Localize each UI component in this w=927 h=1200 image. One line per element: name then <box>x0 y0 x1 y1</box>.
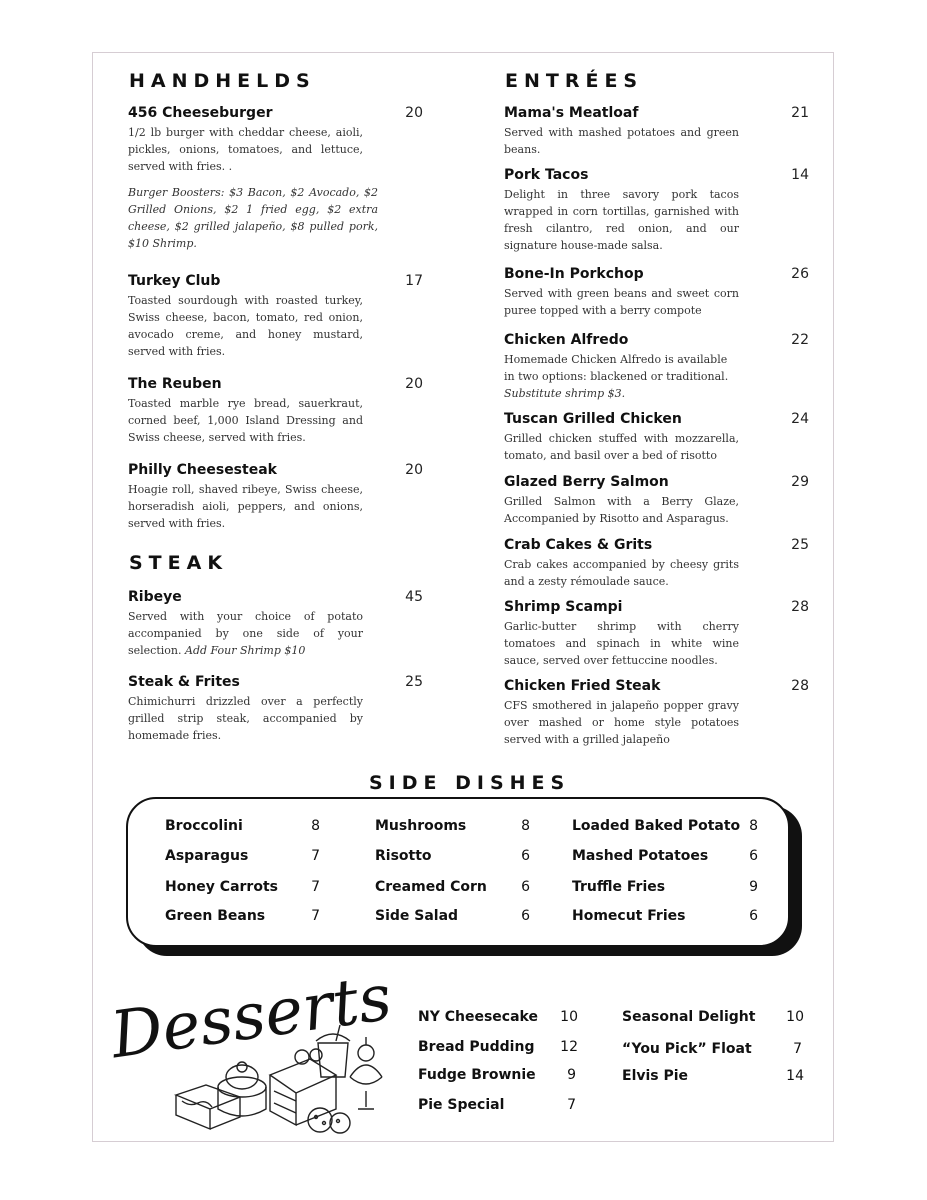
menu-item <box>504 266 809 319</box>
side-price: 7 <box>311 848 320 864</box>
side-item <box>375 848 530 864</box>
menu-item <box>504 678 809 748</box>
item-price: 26 <box>791 266 809 282</box>
item-description: Served with your choice of potato accompanied by one side of your selection. <box>128 610 363 657</box>
side-item <box>375 818 530 834</box>
item-name: 456 Cheeseburger <box>128 105 273 121</box>
dessert-item <box>418 1067 576 1083</box>
item-price: 17 <box>405 273 423 289</box>
item-name: Turkey Club <box>128 273 221 289</box>
dessert-price: 7 <box>793 1041 802 1057</box>
item-name: Philly Cheesesteak <box>128 462 277 478</box>
side-name: Broccolini <box>165 818 243 834</box>
menu-item <box>504 411 809 464</box>
handhelds-column <box>128 105 423 252</box>
dessert-name: Pie Special <box>418 1097 505 1113</box>
item-description: Toasted sourdough with roasted turkey, Swiss cheese, bacon, tomato, red onion, avocado creme, and honey mustard, served with fries. <box>128 294 363 358</box>
item-description: CFS smothered in jalapeño popper gravy over mashed or home style potatoes served with a grilled jalapeño <box>504 699 739 746</box>
dessert-price: 10 <box>786 1009 804 1025</box>
dessert-price: 12 <box>560 1039 578 1055</box>
item-price: 20 <box>405 376 423 392</box>
item-price: 45 <box>405 589 423 605</box>
side-name: Mashed Potatoes <box>572 848 709 864</box>
item-description: Homemade Chicken Alfredo is available in two options: blackened or traditional. <box>504 353 729 383</box>
item-note: Substitute shrimp $3. <box>504 387 626 400</box>
menu-item <box>128 376 423 446</box>
side-name: Asparagus <box>165 848 249 864</box>
item-price: 25 <box>405 674 423 690</box>
side-price: 7 <box>311 879 320 895</box>
side-item <box>572 908 758 924</box>
item-name: Chicken Alfredo <box>504 332 629 348</box>
side-item <box>165 908 320 924</box>
side-price: 6 <box>521 879 530 895</box>
item-name: Mama's Meatloaf <box>504 105 639 121</box>
item-name: Chicken Fried Steak <box>504 678 661 694</box>
side-item <box>572 818 758 834</box>
item-name: Ribeye <box>128 589 182 605</box>
side-dishes-heading: SIDE DISHES <box>369 772 571 794</box>
item-description: Garlic-butter shrimp with cherry tomatoes and spinach in white wine sauce, served over fettuccine noodles. <box>504 620 739 667</box>
item-name: Shrimp Scampi <box>504 599 623 615</box>
dessert-price: 7 <box>567 1097 576 1113</box>
menu-item <box>128 273 423 360</box>
item-description: Served with mashed potatoes and green beans. <box>504 126 739 156</box>
dessert-item <box>418 1097 576 1113</box>
side-name: Honey Carrots <box>165 879 278 895</box>
item-price: 25 <box>791 537 809 553</box>
menu-item <box>504 167 809 254</box>
side-price: 9 <box>749 879 758 895</box>
item-price: 28 <box>791 599 809 615</box>
item-name: Crab Cakes & Grits <box>504 537 653 553</box>
menu-item <box>128 674 423 744</box>
side-name: Green Beans <box>165 908 266 924</box>
side-name: Mushrooms <box>375 818 467 834</box>
desserts-title-text: Desserts <box>110 972 397 1074</box>
side-item <box>375 879 530 895</box>
dessert-item <box>418 1039 578 1055</box>
dessert-item <box>622 1068 804 1084</box>
item-description: Hoagie roll, shaved ribeye, Swiss cheese, horseradish aioli, peppers, and onions, served with fries. <box>128 483 363 530</box>
side-item <box>165 879 320 895</box>
handhelds-heading: HANDHELDS <box>129 70 316 92</box>
item-name: Steak & Frites <box>128 674 240 690</box>
item-price: 22 <box>791 332 809 348</box>
side-item <box>165 848 320 864</box>
menu-item <box>504 332 809 402</box>
side-name: Creamed Corn <box>375 879 487 895</box>
item-description: 1/2 lb burger with cheddar cheese, aioli, pickles, onions, tomatoes, and lettuce, served with fries. . <box>128 126 363 173</box>
side-price: 8 <box>749 818 758 834</box>
item-description: Grilled chicken stuffed with mozzarella, tomato, and basil over a bed of risotto <box>504 432 739 462</box>
dessert-item <box>622 1009 804 1025</box>
item-name: The Reuben <box>128 376 222 392</box>
item-name: Tuscan Grilled Chicken <box>504 411 682 427</box>
menu-item <box>128 105 423 252</box>
item-description: Crab cakes accompanied by cheesy grits and a zesty rémoulade sauce. <box>504 558 739 588</box>
side-item <box>572 879 758 895</box>
side-price: 8 <box>521 818 530 834</box>
dessert-price: 10 <box>560 1009 578 1025</box>
dessert-name: Elvis Pie <box>622 1068 689 1084</box>
side-price: 6 <box>521 848 530 864</box>
item-price: 20 <box>405 462 423 478</box>
entrees-heading: ENTRÉES <box>505 70 644 92</box>
side-price: 6 <box>749 908 758 924</box>
steak-heading: STEAK <box>129 552 229 574</box>
dessert-item <box>418 1009 578 1025</box>
item-description: Delight in three savory pork tacos wrapped in corn tortillas, garnished with fresh cilantro, red onion, and our signature house-made salsa. <box>504 188 739 252</box>
desserts-illustration-icon <box>170 1005 385 1140</box>
item-name: Bone-In Porkchop <box>504 266 644 282</box>
menu-item <box>504 474 809 527</box>
dessert-price: 9 <box>567 1067 576 1083</box>
side-item <box>165 818 320 834</box>
item-description: Served with green beans and sweet corn puree topped with a berry compote <box>504 287 739 317</box>
dessert-name: Bread Pudding <box>418 1039 535 1055</box>
dessert-name: Fudge Brownie <box>418 1067 536 1083</box>
side-price: 8 <box>311 818 320 834</box>
side-name: Risotto <box>375 848 432 864</box>
side-price: 6 <box>521 908 530 924</box>
dessert-name: NY Cheesecake <box>418 1009 538 1025</box>
dessert-name: “You Pick” Float <box>622 1041 752 1057</box>
menu-item <box>504 537 809 590</box>
side-name: Loaded Baked Potato <box>572 818 741 834</box>
burger-boosters: Burger Boosters: $3 Bacon, $2 Avocado, $2 Grilled Onions, $2 1 fried egg, $2 extra cheese, $2 grilled jalapeño, $8 pulled pork, $10 Shrimp. <box>128 186 378 250</box>
side-item <box>375 908 530 924</box>
side-price: 7 <box>311 908 320 924</box>
menu-item <box>504 599 809 669</box>
item-price: 28 <box>791 678 809 694</box>
item-price: 29 <box>791 474 809 490</box>
item-description: Grilled Salmon with a Berry Glaze, Accompanied by Risotto and Asparagus. <box>504 495 739 525</box>
item-note: Add Four Shrimp $10 <box>185 644 306 657</box>
item-description: Chimichurri drizzled over a perfectly grilled strip steak, accompanied by homemade fries. <box>128 695 363 742</box>
dessert-name: Seasonal Delight <box>622 1009 756 1025</box>
item-price: 14 <box>791 167 809 183</box>
side-name: Truffle Fries <box>572 879 666 895</box>
menu-item <box>504 105 809 158</box>
side-price: 6 <box>749 848 758 864</box>
menu-item <box>128 589 423 659</box>
item-price: 21 <box>791 105 809 121</box>
side-name: Homecut Fries <box>572 908 686 924</box>
item-price: 24 <box>791 411 809 427</box>
item-name: Pork Tacos <box>504 167 589 183</box>
menu-item <box>128 462 423 532</box>
dessert-item <box>622 1041 802 1057</box>
side-item <box>572 848 758 864</box>
item-price: 20 <box>405 105 423 121</box>
side-name: Side Salad <box>375 908 459 924</box>
dessert-price: 14 <box>786 1068 804 1084</box>
item-name: Glazed Berry Salmon <box>504 474 669 490</box>
item-description: Toasted marble rye bread, sauerkraut, corned beef, 1,000 Island Dressing and Swiss cheese, served with fries. <box>128 397 363 444</box>
